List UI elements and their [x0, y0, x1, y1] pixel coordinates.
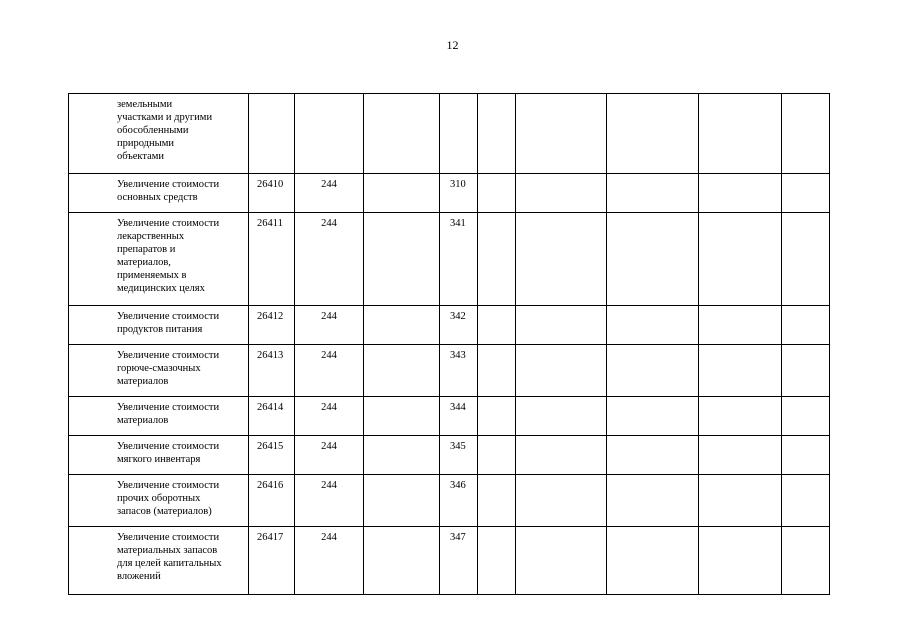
row-name-cell: Увеличение стоимости горюче-смазочных материалов [69, 345, 249, 397]
empty-cell [782, 527, 830, 595]
empty-cell [699, 94, 782, 174]
empty-cell [516, 527, 607, 595]
empty-cell [607, 213, 699, 306]
empty-cell [607, 174, 699, 213]
empty-cell [516, 213, 607, 306]
empty-cell [516, 345, 607, 397]
row-kvr-cell: 244 [295, 213, 364, 306]
empty-cell [478, 397, 516, 436]
empty-cell [782, 174, 830, 213]
row-name-cell: Увеличение стоимости материальных запасов для целей капитальных вложений [69, 527, 249, 595]
row-name-cell: Увеличение стоимости мягкого инвентаря [69, 436, 249, 475]
empty-cell [364, 213, 440, 306]
empty-cell [478, 527, 516, 595]
row-kosgu-cell: 346 [440, 475, 478, 527]
empty-cell [782, 397, 830, 436]
empty-cell [516, 94, 607, 174]
budget-table [68, 93, 830, 595]
row-kvr-cell: 244 [295, 475, 364, 527]
row-kvr-cell: 244 [295, 436, 364, 475]
empty-cell [364, 436, 440, 475]
table-row [69, 94, 830, 174]
row-code-cell: 26417 [249, 527, 295, 595]
row-name-cell: Увеличение стоимости материалов [69, 397, 249, 436]
row-code-cell: 26410 [249, 174, 295, 213]
empty-cell [478, 475, 516, 527]
row-kosgu-cell: 310 [440, 174, 478, 213]
empty-cell [782, 475, 830, 527]
empty-cell [364, 345, 440, 397]
empty-cell [782, 306, 830, 345]
empty-cell [478, 94, 516, 174]
empty-cell [516, 397, 607, 436]
empty-cell [364, 475, 440, 527]
row-kvr-cell: 244 [295, 397, 364, 436]
empty-cell [516, 306, 607, 345]
row-kvr-cell: 244 [295, 345, 364, 397]
empty-cell [516, 475, 607, 527]
empty-cell [699, 527, 782, 595]
row-kosgu-cell: 343 [440, 345, 478, 397]
row-code-cell: 26411 [249, 213, 295, 306]
empty-cell [364, 94, 440, 174]
table-row [69, 397, 830, 436]
row-code-cell: 26416 [249, 475, 295, 527]
empty-cell [516, 174, 607, 213]
empty-cell [607, 475, 699, 527]
empty-cell [699, 306, 782, 345]
empty-cell [699, 213, 782, 306]
table-row [69, 475, 830, 527]
table-row [69, 306, 830, 345]
empty-cell [782, 345, 830, 397]
row-code-cell: 26413 [249, 345, 295, 397]
row-name-cell: Увеличение стоимости лекарственных препаратов и материалов, применяемых в медицинских целях [69, 213, 249, 306]
row-kvr-cell: 244 [295, 174, 364, 213]
empty-cell [699, 345, 782, 397]
empty-cell [364, 527, 440, 595]
row-code-cell: 26412 [249, 306, 295, 345]
table-row [69, 213, 830, 306]
row-kosgu-cell: 344 [440, 397, 478, 436]
empty-cell [607, 94, 699, 174]
empty-cell [699, 475, 782, 527]
row-kosgu-cell: 345 [440, 436, 478, 475]
empty-cell [478, 174, 516, 213]
row-kvr-cell [295, 94, 364, 174]
row-kosgu-cell: 341 [440, 213, 478, 306]
empty-cell [699, 436, 782, 475]
table-row [69, 527, 830, 595]
empty-cell [699, 174, 782, 213]
row-kosgu-cell [440, 94, 478, 174]
table-row [69, 436, 830, 475]
row-kvr-cell: 244 [295, 527, 364, 595]
empty-cell [607, 527, 699, 595]
row-name-cell: Увеличение стоимости прочих оборотных запасов (материалов) [69, 475, 249, 527]
empty-cell [607, 345, 699, 397]
empty-cell [607, 397, 699, 436]
row-code-cell: 26414 [249, 397, 295, 436]
empty-cell [607, 436, 699, 475]
row-name-cell: Увеличение стоимости продуктов питания [69, 306, 249, 345]
empty-cell [782, 436, 830, 475]
table-row [69, 345, 830, 397]
row-kvr-cell: 244 [295, 306, 364, 345]
empty-cell [516, 436, 607, 475]
empty-cell [478, 436, 516, 475]
empty-cell [364, 306, 440, 345]
empty-cell [478, 345, 516, 397]
page-number: 12 [446, 38, 459, 52]
row-name-cell: Увеличение стоимости основных средств [69, 174, 249, 213]
table-body [69, 94, 830, 595]
empty-cell [699, 397, 782, 436]
empty-cell [478, 213, 516, 306]
row-code-cell: 26415 [249, 436, 295, 475]
row-kosgu-cell: 342 [440, 306, 478, 345]
empty-cell [782, 213, 830, 306]
empty-cell [607, 306, 699, 345]
empty-cell [782, 94, 830, 174]
row-code-cell [249, 94, 295, 174]
row-kosgu-cell: 347 [440, 527, 478, 595]
empty-cell [364, 397, 440, 436]
row-name-cell: земельными участками и другими обособленными природными объектами [69, 94, 249, 174]
empty-cell [364, 174, 440, 213]
table-row [69, 174, 830, 213]
empty-cell [478, 306, 516, 345]
